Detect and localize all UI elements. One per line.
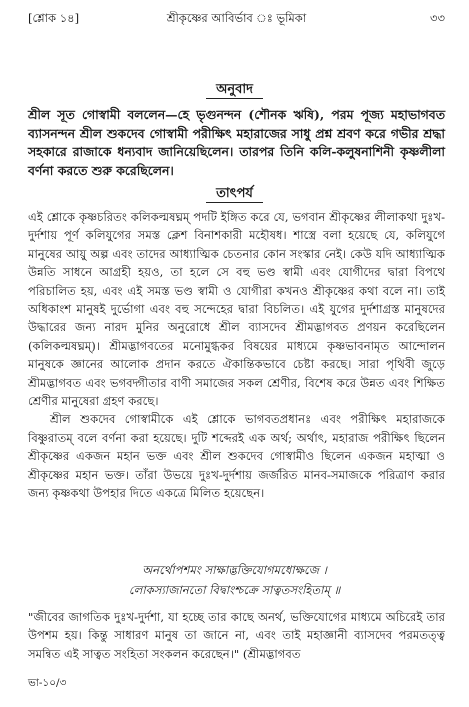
purport-paragraph-3: "জীবের জাগতিক দুঃখ-দুর্দশা, যা হচ্ছে তার কাছে অনর্থ, ভক্তিযোগের মাধ্যমে অচিরেই তার উপশম হয়। কিন্তু সাধারণ মানুষ তা জানে না, এবং তাই মহাজ্ঞানী ব্যাসদেব পরমতত্ত্ব সমন্বিত এই সাত্বত সংহিতা সংকলন করেছেন।" (শ্রীমদ্ভাগবত: [28, 610, 445, 661]
translation-text: শ্রীল সূত গোস্বামী বললেন—হে ভৃগুনন্দন (শৌনক ঋষি), পরম পূজ্য মহাভাগবত ব্যাসনন্দন শ্রীল শুকদেব গোস্বামী পরীক্ষিৎ মহারাজের সাধু প্রশ্ন শ্রবণ করে গভীর শ্রদ্ধা সহকারে রাজাকে ধন্যবাদ জানিয়েছিলেন। তারপর তিনি কলি-কলুষনাশিনী কৃষ্ণলীলা বর্ণনা করতে শুরু করেছিলেন।: [28, 107, 445, 178]
running-header: [28, 10, 445, 29]
purport-body: [28, 208, 445, 503]
verse-reference: [শ্লোক ১৪]: [28, 11, 80, 25]
signature-mark: ভা-১০/৩: [28, 677, 67, 689]
translation-heading-underline: [206, 98, 263, 99]
page-number: ৩৩: [430, 11, 445, 25]
purport-heading-underline: [206, 202, 263, 203]
chapter-title: শ্রীকৃষ্ণের আবির্ভাব ঃ ভূমিকা: [166, 11, 307, 25]
verse-line-2: লোকস্যাজানতো বিদ্বাংশ্চক্রে সাত্বতসংহিতাম্ ॥: [128, 583, 341, 597]
purport-paragraph-1: এই শ্লোকে কৃষ্ণচরিতং কলিকল্মষঘ্নম্ পদটি ইঙ্গিত করে যে, ভগবান শ্রীকৃষ্ণের লীলাকথা দুঃখ-দুর্দশায় পূর্ণ কলিযুগের সমস্ত ক্লেশ বিনাশকারী মহৌষধ। শাস্ত্রে বলা হয়েছে যে, কলিযুগে মানুষের আয়ু অল্প এবং তাদের আধ্যাত্মিক চেতনার কোন সংস্কার নেই। কেউ যদি আধ্যাত্মিক উন্নতি সাধনে আগ্রহী হয়ও, তা হলে সে বহু ভণ্ড স্বামী এবং যোগীদের দ্বারা বিপথে পরিচালিত হয়, এবং এই সমস্ত ভণ্ড স্বামী ও যোগীরা কখনও শ্রীকৃষ্ণের কথা বলে না। তাই অধিকাংশ মানুষই দুর্ভোগা এবং বহু সন্দেহের দ্বারা বিচলিত। এই যুগের দুর্দশাগ্রস্ত মানুষদের উদ্ধারের জন্য নারদ মুনির অনুরোধে শ্রীল ব্যাসদেব শ্রীমদ্ভাগবত প্রণয়ন করেছিলেন (কলিকল্মষঘ্নম্)। শ্রীমদ্ভাগবতের মনোমুগ্ধকর বিষয়ের মাধ্যমে কৃষ্ণভাবনামৃত আন্দোলন মানুষকে জ্ঞানের আলোক প্রদান করতে ঐকান্তিকভাবে চেষ্টা করছে। সারা পৃথিবী জুড়ে শ্রীমদ্ভাগবত এবং ভগবদ্গীতার বাণী সমাজের সকল শ্রেণীর, বিশেষ করে উন্নত এবং শিক্ষিত শ্রেণীর মানুষেরা গ্রহণ করছে।: [28, 210, 445, 409]
purport-paragraph-2: শ্রীল শুকদেব গোস্বামীকে এই শ্লোকে ভাগবতপ্রধানঃ এবং পরীক্ষিৎ মহারাজকে বিষ্ণুরাতম্ বলে বর্ণনা করা হয়েছে। দুটি শব্দেরই এক অর্থ; অর্থাৎ, মহারাজ পরীক্ষিৎ ছিলেন শ্রীকৃষ্ণের একজন মহান ভক্ত এবং শ্রীল শুকদেব গোস্বামীও ছিলেন একজন মহাত্মা ও শ্রীকৃষ্ণের মহান ভক্ত। তাঁরা উভয়ে দুঃখ-দুর্দশায় জর্জরিত মানব-সমাজকে পরিত্রাণ করার জন্য কৃষ্ণকথা উপহার দিতে একত্রে মিলিত হয়েছেন।: [28, 412, 445, 501]
purport-heading: তাৎপর্য: [216, 186, 253, 201]
verse-line-1: অনর্থোপশমং সাক্ষাদ্ভক্তিযোগমধোক্ষজে ।: [142, 563, 327, 577]
translation-heading: অনুবাদ: [216, 82, 253, 97]
